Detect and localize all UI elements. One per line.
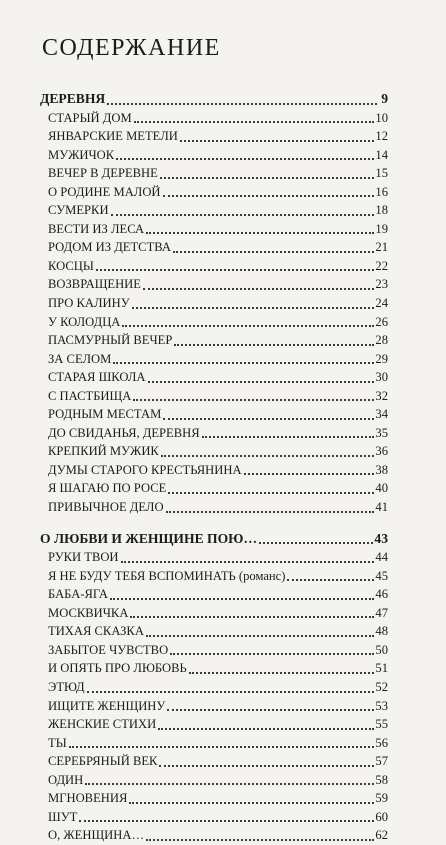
toc-entry-label: ВЕСТИ ИЗ ЛЕСА [48, 221, 145, 236]
toc-entry-label: Я ШАГАЮ ПО РОСЕ [48, 481, 167, 496]
toc-entry-page-number: 45 [375, 568, 388, 583]
dot-leader [129, 802, 374, 804]
dot-leader [160, 177, 375, 179]
toc-entry-label: МГНОВЕНИЯ [48, 791, 128, 806]
toc-entry-label: ТИХАЯ СКАЗКА [48, 624, 144, 639]
toc-entry [40, 567, 388, 586]
dot-leader [168, 492, 374, 494]
toc-entry-label: КРЕПКИЙ МУЖИК [48, 444, 159, 459]
toc-entry [40, 659, 388, 678]
dot-leader [113, 362, 374, 364]
toc-entry-page-number: 44 [375, 550, 388, 565]
dot-leader [110, 598, 374, 600]
toc-entry-page-number: 30 [375, 370, 388, 385]
section-heading-page-number: 43 [374, 530, 388, 546]
toc-entry-label: ЗА СЕЛОМ [48, 351, 112, 366]
dot-leader [85, 783, 374, 785]
toc-entry-page-number: 40 [375, 481, 388, 496]
toc-entry [40, 350, 388, 369]
toc-entry-label: СЕРЕБРЯНЫЙ ВЕК [48, 754, 158, 769]
toc-entry [40, 257, 388, 276]
toc-entry [40, 641, 388, 660]
toc-entry-label: МУЖИЧОК [48, 147, 115, 162]
toc-entry-page-number: 12 [375, 129, 388, 144]
dot-leader [146, 635, 374, 637]
toc-entry [40, 294, 388, 313]
toc-entry [40, 238, 388, 257]
toc-entry [40, 109, 388, 128]
toc-entry-label: У КОЛОДЦА [48, 314, 121, 329]
toc-entry [40, 789, 388, 808]
toc-entry-label: БАБА-ЯГА [48, 587, 108, 602]
toc-entry-page-number: 53 [375, 698, 388, 713]
toc-entry-label: ВОЗВРАЩЕНИЕ [48, 277, 141, 292]
toc-entry-page-number: 22 [375, 258, 388, 273]
toc-entry [40, 424, 388, 443]
toc-entry [40, 442, 388, 461]
toc-entry [40, 183, 388, 202]
dot-leader [148, 381, 375, 383]
toc-entry-page-number: 48 [375, 624, 388, 639]
toc-entry-label: ВЕЧЕР В ДЕРЕВНЕ [48, 166, 158, 181]
toc-entry [40, 697, 388, 716]
toc-entry-page-number: 46 [375, 587, 388, 602]
toc-entry [40, 146, 388, 165]
toc-entry-page-number: 47 [375, 605, 388, 620]
dot-leader [161, 455, 375, 457]
toc-entry-page-number: 52 [375, 679, 388, 694]
toc-entry-label: РОДОМ ИЗ ДЕТСТВА [48, 240, 171, 255]
toc-entry-label: С ПАСТБИЩА [48, 388, 132, 403]
dot-leader [96, 269, 375, 271]
toc-entry-label: КОСЦЫ [48, 258, 94, 273]
dot-leader [259, 542, 373, 544]
toc-entry-label: ЖЕНСКИЕ СТИХИ [48, 717, 157, 732]
dot-leader [174, 344, 374, 346]
toc-entry [40, 498, 388, 517]
toc-entry [40, 479, 388, 498]
dot-leader [189, 672, 375, 674]
dot-leader [143, 288, 374, 290]
toc-entry-label: И ОПЯТЬ ПРО ЛЮБОВЬ [48, 661, 187, 676]
toc-entry-page-number: 58 [375, 772, 388, 787]
dot-leader [163, 418, 374, 420]
toc-entry-page-number: 35 [375, 425, 388, 440]
toc-entry-label: СУМЕРКИ [48, 203, 109, 218]
toc-entry [40, 752, 388, 771]
dot-leader [111, 214, 375, 216]
toc-entry-page-number: 55 [375, 717, 388, 732]
toc-entry [40, 771, 388, 790]
toc-entry-label: О РОДИНЕ МАЛОЙ [48, 184, 161, 199]
toc-entry-page-number: 15 [375, 166, 388, 181]
toc-entry-label: О, ЖЕНЩИНА… [48, 828, 145, 843]
toc-entry-page-number: 51 [375, 661, 388, 676]
toc-entry [40, 331, 388, 350]
dot-leader [244, 473, 375, 475]
dot-leader [173, 251, 374, 253]
dot-leader [159, 765, 374, 767]
dot-leader [69, 746, 375, 748]
toc-entry-page-number: 56 [375, 735, 388, 750]
dot-leader [134, 121, 375, 123]
toc-entry-page-number: 29 [375, 351, 388, 366]
section-heading [40, 530, 388, 549]
dot-leader [87, 691, 375, 693]
toc-entry [40, 405, 388, 424]
dot-leader [202, 436, 375, 438]
toc-entry-label: ШУТ [48, 809, 78, 824]
toc-entry [40, 201, 388, 220]
section-heading [40, 90, 388, 109]
toc-entry-page-number: 62 [375, 828, 388, 843]
toc-entry [40, 275, 388, 294]
toc-entry [40, 826, 388, 845]
toc-entry [40, 734, 388, 753]
dot-leader [122, 325, 374, 327]
toc-entry [40, 387, 388, 406]
toc-entry-label: ОДИН [48, 772, 84, 787]
toc-entry-label: ТЫ [48, 735, 67, 750]
section-heading-page-number: 9 [381, 91, 388, 106]
toc-entry-page-number: 18 [375, 203, 388, 218]
dot-leader [158, 728, 374, 730]
toc-entry-label: ЯНВАРСКИЕ МЕТЕЛИ [48, 129, 178, 144]
toc-entry-label: ДУМЫ СТАРОГО КРЕСТЬЯНИНА [48, 462, 242, 477]
table-of-contents [40, 90, 388, 845]
toc-entry-page-number: 38 [375, 462, 388, 477]
toc-entry-page-number: 19 [375, 221, 388, 236]
toc-entry [40, 585, 388, 604]
toc-entry-page-number: 23 [375, 277, 388, 292]
dot-leader [167, 709, 374, 711]
toc-entry-page-number: 14 [375, 147, 388, 162]
dot-leader [166, 511, 375, 513]
dot-leader [287, 579, 374, 581]
dot-leader [79, 820, 374, 822]
toc-entry-page-number: 60 [375, 809, 388, 824]
section-heading-label: ДЕРЕВНЯ [40, 91, 106, 106]
toc-entry-page-number: 36 [375, 444, 388, 459]
toc-entry-label: Я НЕ БУДУ ТЕБЯ ВСПОМИНАТЬ (романс) [48, 568, 286, 583]
toc-entry-page-number: 24 [375, 296, 388, 311]
toc-entry-label: ИЩИТЕ ЖЕНЩИНУ [48, 698, 166, 713]
toc-entry-label: ПАСМУРНЫЙ ВЕЧЕР [48, 333, 173, 348]
dot-leader [130, 616, 374, 618]
toc-entry-label: СТАРЫЙ ДОМ [48, 110, 132, 125]
toc-entry-label: ПРО КАЛИНУ [48, 296, 130, 311]
toc-entry-page-number: 28 [375, 333, 388, 348]
toc-entry [40, 164, 388, 183]
toc-entry-page-number: 21 [375, 240, 388, 255]
toc-entry-page-number: 50 [375, 642, 388, 657]
section-heading-label: О ЛЮБВИ И ЖЕНЩИНЕ ПОЮ… [40, 530, 258, 546]
toc-entry-page-number: 32 [375, 388, 388, 403]
toc-entry-page-number: 34 [375, 407, 388, 422]
dot-leader [146, 839, 374, 841]
toc-entry-label: РУКИ ТВОИ [48, 550, 119, 565]
toc-entry-page-number: 57 [375, 754, 388, 769]
dot-leader [146, 232, 374, 234]
toc-entry-label: ДО СВИДАНЬЯ, ДЕРЕВНЯ [48, 425, 200, 440]
toc-entry-page-number: 10 [375, 110, 388, 125]
toc-entry [40, 220, 388, 239]
toc-entry [40, 604, 388, 623]
toc-entry-page-number: 41 [375, 500, 388, 515]
toc-entry [40, 461, 388, 480]
dot-leader [163, 195, 375, 197]
toc-entry [40, 715, 388, 734]
dot-leader [132, 307, 375, 309]
toc-entry [40, 622, 388, 641]
toc-entry [40, 368, 388, 387]
toc-section [40, 90, 388, 517]
dot-leader [133, 399, 374, 401]
toc-entry-label: РОДНЫМ МЕСТАМ [48, 407, 162, 422]
toc-entry-label: ЭТЮД [48, 679, 85, 694]
dot-leader [180, 140, 375, 142]
toc-entry-label: МОСКВИЧКА [48, 605, 129, 620]
toc-entry-label: ЗАБЫТОЕ ЧУВСТВО [48, 642, 169, 657]
toc-entry-page-number: 16 [375, 184, 388, 199]
dot-leader [170, 653, 374, 655]
toc-entry [40, 548, 388, 567]
toc-section [40, 530, 388, 845]
toc-entry-page-number: 26 [375, 314, 388, 329]
toc-entry [40, 127, 388, 146]
dot-leader [107, 103, 377, 105]
toc-entry [40, 808, 388, 827]
toc-entry-page-number: 59 [375, 791, 388, 806]
dot-leader [121, 561, 375, 563]
page-title: СОДЕРЖАНИЕ [42, 35, 221, 61]
dot-leader [116, 158, 374, 160]
toc-entry-label: ПРИВЫЧНОЕ ДЕЛО [48, 500, 164, 515]
toc-entry [40, 678, 388, 697]
toc-entry [40, 313, 388, 332]
toc-entry-label: СТАРАЯ ШКОЛА [48, 370, 146, 385]
